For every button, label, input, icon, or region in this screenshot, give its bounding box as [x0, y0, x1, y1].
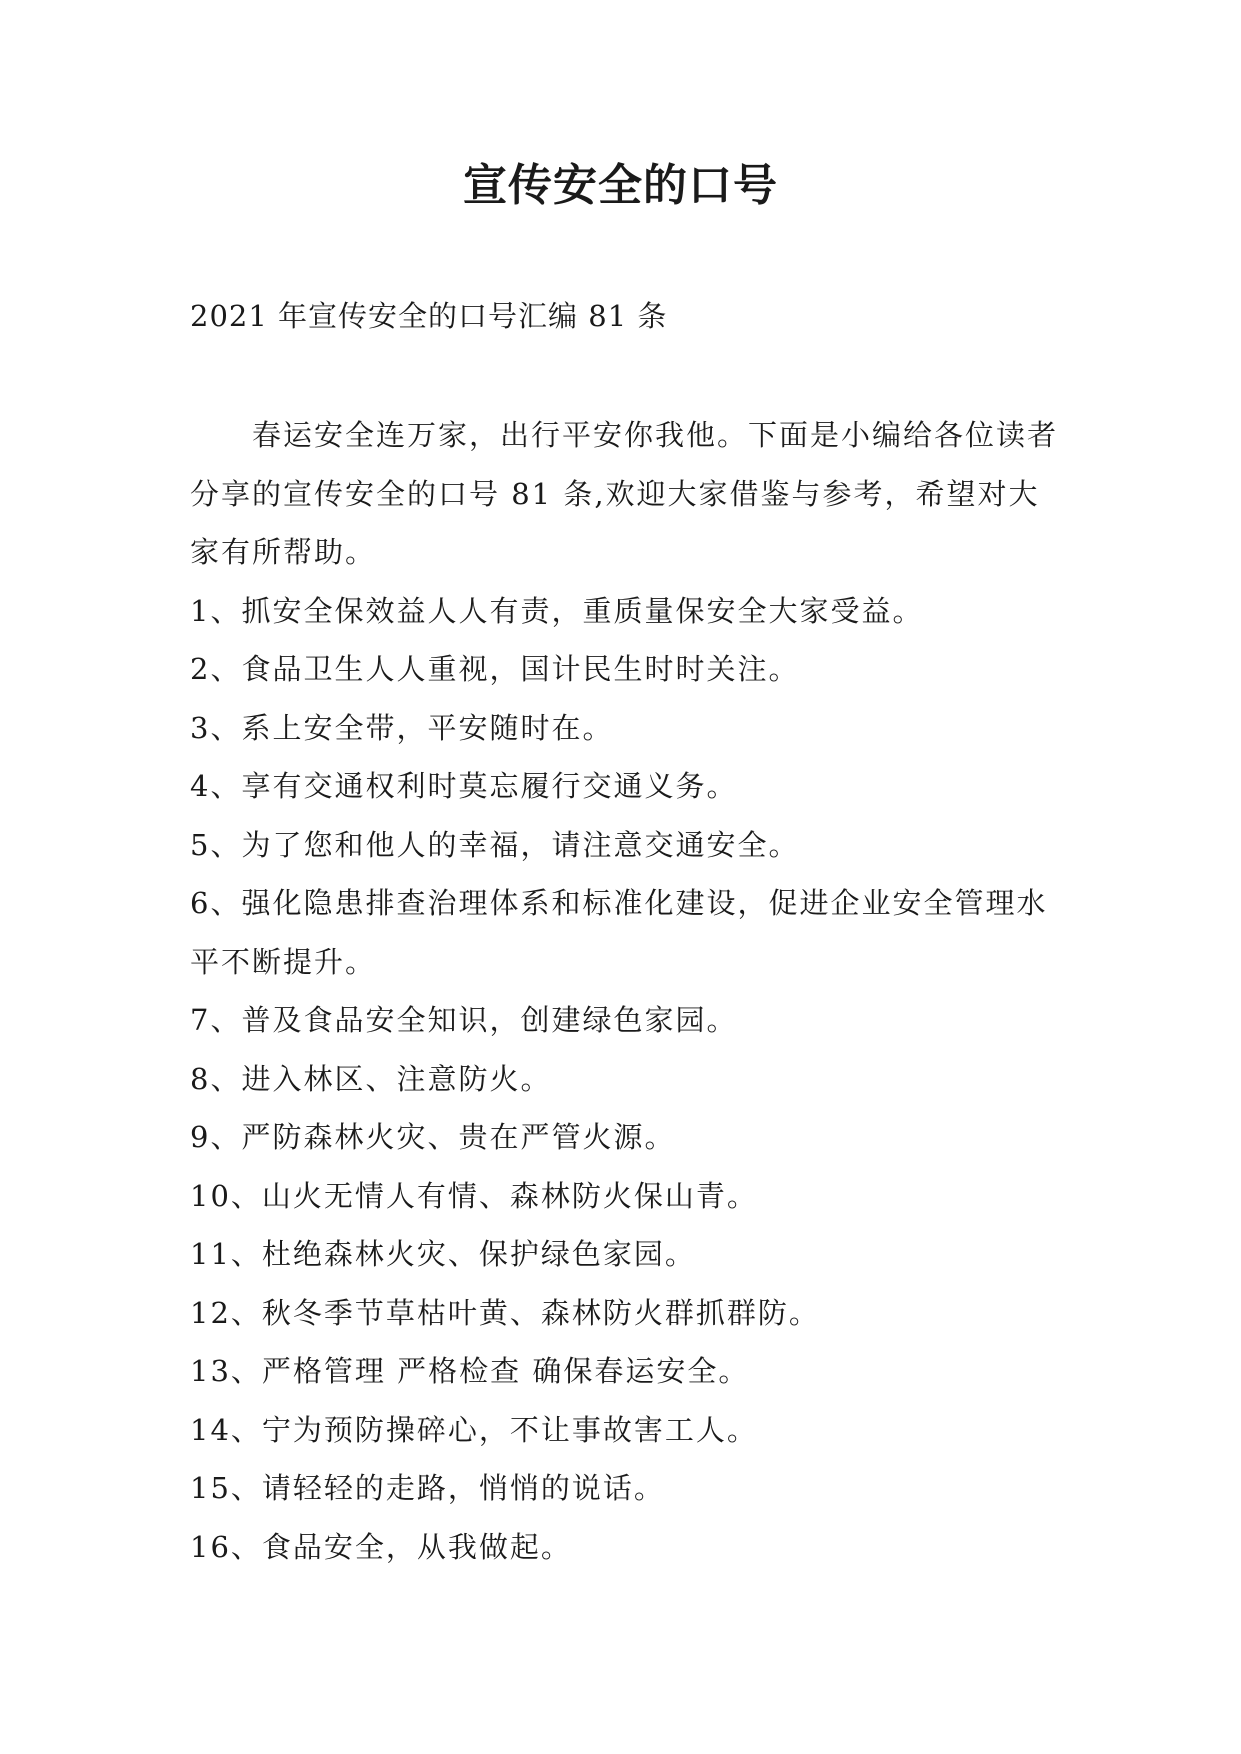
document-subtitle: 2021 年宣传安全的口号汇编 81 条	[190, 299, 668, 333]
slogan-item: 11、杜绝森林火灾、保护绿色家园。	[190, 1237, 696, 1271]
slogan-item: 15、请轻轻的走路，悄悄的说话。	[190, 1471, 665, 1505]
slogan-item: 3、系上安全带，平安随时在。	[190, 710, 614, 745]
slogan-item: 1、抓安全保效益人人有责，重质量保安全大家受益。	[190, 593, 924, 628]
slogan-item: 5、为了您和他人的幸福，请注意交通安全。	[190, 827, 800, 862]
slogan-item: 10、山火无情人有情、森林防火保山青。	[190, 1178, 758, 1213]
slogan-item: 4、享有交通权利时莫忘履行交通义务。	[190, 769, 738, 803]
document-body	[190, 406, 1060, 1576]
slogan-item: 12、秋冬季节草枯叶黄、森林防火群抓群防。	[190, 1295, 820, 1330]
intro-paragraph: 春运安全连万家，出行平安你我他。下面是小编给各位读者分享的宣传安全的口号 81 条,欢迎大家借鉴与参考，希望对大家有所帮助。	[190, 418, 1059, 569]
slogan-item: 13、严格管理 严格检查 确保春运安全。	[190, 1354, 750, 1388]
slogan-item: 6、强化隐患排查治理体系和标准化建设，促进企业安全管理水平不断提升。	[190, 886, 1048, 979]
document-title: 宣传安全的口号	[463, 160, 778, 211]
slogan-item: 9、严防森林火灾、贵在严管火源。	[190, 1120, 676, 1154]
slogan-item: 16、食品安全，从我做起。	[190, 1529, 572, 1564]
slogan-list	[190, 582, 1060, 1577]
slogan-item: 14、宁为预防操碎心，不让事故害工人。	[190, 1412, 758, 1447]
slogan-item: 2、食品卫生人人重视，国计民生时时关注。	[190, 652, 800, 686]
slogan-item: 8、进入林区、注意防火。	[190, 1061, 552, 1096]
slogan-item: 7、普及食品安全知识，创建绿色家园。	[190, 1003, 738, 1037]
